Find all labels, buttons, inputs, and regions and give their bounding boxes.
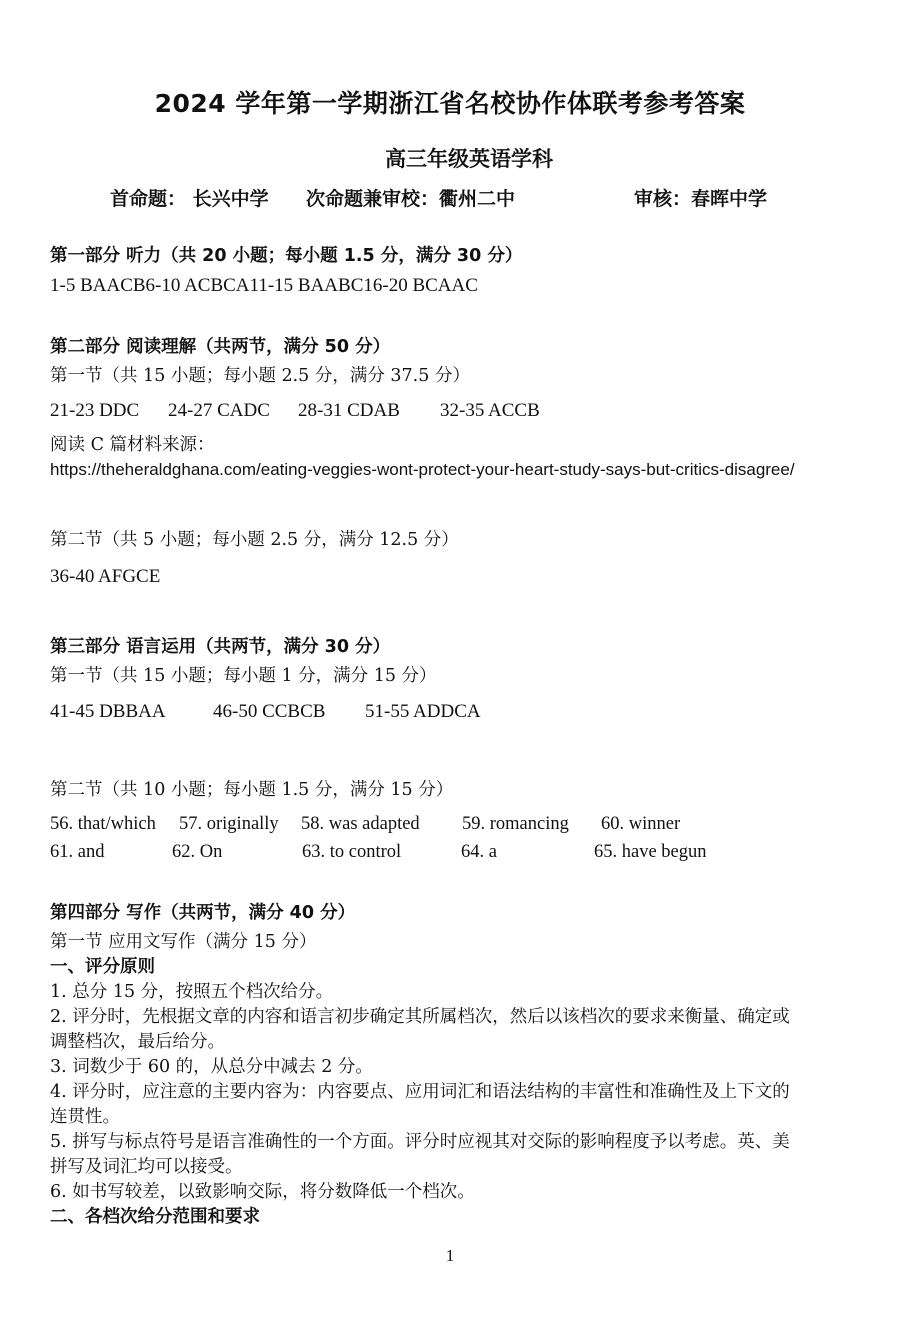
part3-sec2-row2 xyxy=(50,842,707,863)
answer-item: 65. have begun xyxy=(594,842,707,862)
rule-line: 4. 评分时，应注意的主要内容为：内容要点、应用词汇和语法结构的丰富性和准确性及上下文的 xyxy=(50,1082,790,1102)
answer-item: 63. to control xyxy=(302,842,402,862)
part4-heading: 第四部分 写作（共两节，满分 40 分） xyxy=(50,903,356,923)
secondary-author: 次命题兼审校：衢州二中 xyxy=(306,188,516,210)
rule-line: 5. 拼写与标点符号是语言准确性的一个方面。评分时应视其对交际的影响程度予以考虑。英、美 xyxy=(50,1132,790,1152)
rule-line: 6. 如书写较差，以致影响交际，将分数降低一个档次。 xyxy=(50,1182,475,1202)
answer-item: 62. On xyxy=(172,842,223,862)
answer-item: 57. originally xyxy=(179,814,279,834)
principles-heading: 一、评分原则 xyxy=(50,957,155,977)
part4-sec1-heading: 第一节 应用文写作（满分 15 分） xyxy=(50,932,317,952)
answer-item: 60. winner xyxy=(601,814,681,834)
part2-sec2-heading: 第二节（共 5 小题；每小题 2.5 分，满分 12.5 分） xyxy=(50,530,459,550)
answer-item: 61. and xyxy=(50,842,105,862)
ranges-heading: 二、各档次给分范围和要求 xyxy=(50,1207,260,1227)
part2-sec1-answers xyxy=(50,400,540,422)
part3-sec2-heading: 第二节（共 10 小题；每小题 1.5 分，满分 15 分） xyxy=(50,780,454,800)
answer-group: 41-45 DBBAA xyxy=(50,701,166,722)
source-label: 阅读 C 篇材料来源： xyxy=(50,435,215,455)
part3-heading: 第三部分 语言运用（共两节，满分 30 分） xyxy=(50,637,391,657)
document-subtitle: 高三年级英语学科 xyxy=(385,147,553,171)
document-title: 2024 学年第一学期浙江省名校协作体联考参考答案 xyxy=(154,89,746,118)
part3-sec1-heading: 第一节（共 15 小题；每小题 1 分，满分 15 分） xyxy=(50,666,437,686)
answer-item: 64. a xyxy=(461,842,497,862)
rule-line: 连贯性。 xyxy=(50,1107,120,1127)
chief-author: 首命题： 长兴中学 xyxy=(110,188,269,210)
rule-line: 3. 词数少于 60 的，从总分中减去 2 分。 xyxy=(50,1057,373,1077)
answer-group: 32-35 ACCB xyxy=(440,400,540,421)
answer-group: 51-55 ADDCA xyxy=(365,701,481,722)
part1-answers: 1-5 BAACB6-10 ACBCA11-15 BAABC16-20 BCAAC xyxy=(50,275,478,296)
rule-line: 调整档次，最后给分。 xyxy=(50,1032,225,1052)
part2-sec2-answers: 36-40 AFGCE xyxy=(50,566,161,587)
answer-item: 58. was adapted xyxy=(301,814,420,834)
reviewer: 审核：春晖中学 xyxy=(634,188,768,210)
source-url: https://theheraldghana.com/eating-veggies-wont-protect-your-heart-study-says-but-critics-disagree/ xyxy=(50,460,795,479)
part3-sec1-answers xyxy=(50,701,481,723)
answer-item: 56. that/which xyxy=(50,814,156,834)
part2-heading: 第二部分 阅读理解（共两节，满分 50 分） xyxy=(50,337,391,357)
answer-group: 28-31 CDAB xyxy=(298,400,400,421)
page-number: 1 xyxy=(445,1246,455,1265)
rule-line: 拼写及词汇均可以接受。 xyxy=(50,1157,243,1177)
rule-line: 1. 总分 15 分，按照五个档次给分。 xyxy=(50,982,334,1002)
part2-sec1-heading: 第一节（共 15 小题；每小题 2.5 分，满分 37.5 分） xyxy=(50,366,470,386)
answer-group: 46-50 CCBCB xyxy=(213,701,326,722)
answer-group: 24-27 CADC xyxy=(168,400,270,421)
answer-item: 59. romancing xyxy=(462,814,569,834)
answer-group: 21-23 DDC xyxy=(50,400,140,421)
part1-heading: 第一部分 听力（共 20 小题；每小题 1.5 分，满分 30 分） xyxy=(50,246,523,266)
part3-sec2-row1 xyxy=(50,814,680,835)
rule-line: 2. 评分时，先根据文章的内容和语言初步确定其所属档次，然后以该档次的要求来衡量、确定或 xyxy=(50,1007,790,1027)
